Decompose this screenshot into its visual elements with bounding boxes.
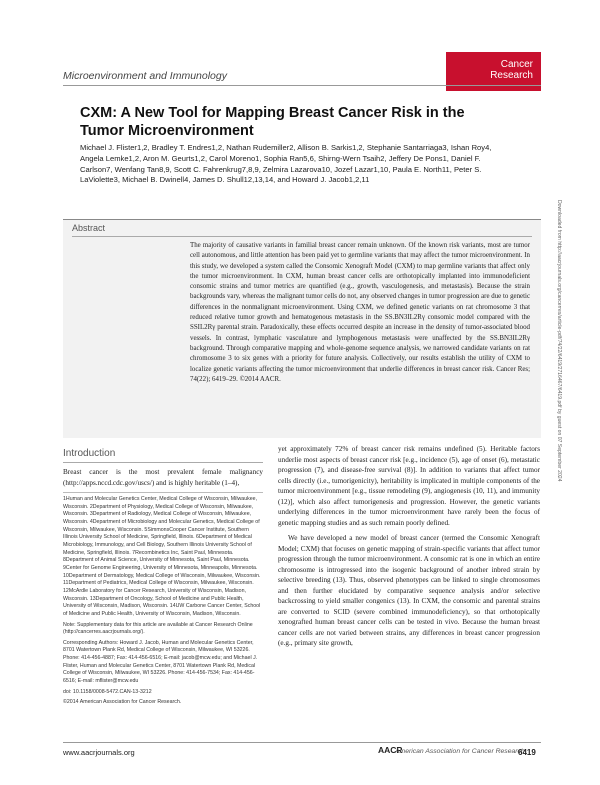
copyright: ©2014 American Association for Cancer Research. [63, 699, 182, 706]
abstract-divider [72, 236, 532, 237]
article-title: CXM: A New Tool for Mapping Breast Cancer Risk in the Tumor Microenvironment [80, 105, 465, 139]
supplementary-note: Note: Supplementary data for this article are available at Cancer Research Online (http://cancerres.aacrjournals.org/). [63, 621, 253, 636]
journal-name-line2: Research [490, 70, 533, 81]
publisher-name: American Association for Cancer Research [395, 748, 525, 755]
download-notice: Downloaded from http://aacrjournals.org/cancerres/article-pdf/74/22/6419/2716467/6419.pdf by guest on 07 September 2024 [556, 200, 562, 482]
corresponding-authors: Corresponding Authors: Howard J. Jacob, Human and Molecular Genetics Center, 8701 Watertown Plank Rd, Medical College of Wisconsin, Milwaukee, WI 53226. Phone: 414-456-4887; Fax: 414-456-6516; E-mail: jacob@mcw.edu; and Michael J. Flister, Human and Molecular Genetics Center, 8701 Watertown Plank Rd, Medical College of Wisconsin, Milwaukee, WI 53226. Phone: 414-456-7534; Fax: 414-456-6516; E-mail: mflister@mcw.edu [63, 639, 258, 685]
abstract-text: The majority of causative variants in familial breast cancer remain unknown. Of the known risk variants, most are tumor cell autonomous, and little attention has been paid yet to germline variants that may affect the tumor microenvironment. In this study, we developed a system called the Consomic Xenograft Model (CXM) to map germline variants that affect only the tumor microenvironment. In CXM, human breast cancer cells are orthotopically implanted into immunodeficient consomic strains and tumor metrics are quantified (e.g., growth, vasculogenesis, and metastasis). Because the strain backgrounds vary, whereas the malignant tumor cells do not, any observed changes in tumor progression are due to genetic differences in the nonmalignant microenvironment. Using CXM, we defined genetic variants on rat chromosome 3 that reduced relative tumor growth and hematogenous metastasis in the SS.BN3IL2Rγ consomic model compared with the SSIL2Rγ parental strain. Paradoxically, these effects occurred despite an increase in the density of tumor-associated blood vessels. In contrast, lymphatic vasculature and lymphogenous metastasis were unaffected by the SS.BN3IL2Rγ background. Through comparative mapping and whole-genome sequence analysis, we narrowed candidate variants on rat chromosome 3 to six genes with a priority for future analysis. Collectively, our results establish the utility of CXM to localize genetic variants affecting the tumor microenvironment that underlie differences in breast cancer risk. Cancer Res; 74(22); 6419–29. ©2014 AACR. [190, 242, 530, 383]
abstract-heading: Abstract [72, 223, 106, 233]
author-list: Michael J. Flister1,2, Bradley T. Endres1,2, Nathan Rudemiller2, Allison B. Sarkis1,2, Stephanie Santarriaga3, Ishan Roy4, Angela Lemke1,2, Aron M. Geurts1,2, Carol Moreno1, Sophia Ran5,6, Shirng-Wern Tsaih2, Jeffery De Pons1, Daniel F. Carlson7, Wenfang Tan8,9, Scott C. Fahrenkrug7,8,9, Zelmira Lazarova10, Jozef Lazar1,10, Paula E. North11, Peter S. LaViolette3, Michael B. Dwinell4, James D. Shull12,13,14, and Howard J. Jacob1,2,11 [80, 143, 492, 185]
footer-url[interactable]: www.aacrjournals.org [63, 748, 135, 757]
doi: doi: 10.1158/0008-5472.CAN-13-3212 [63, 688, 152, 695]
section-divider [63, 85, 541, 86]
download-sidebar [552, 200, 572, 605]
publisher-logo: AACR [378, 745, 403, 755]
intro-paragraph-2: We have developed a new model of breast cancer (termed the Consomic Xenograft Model; CXM) that focuses on genetic mapping of strain-specific variants that affect tumor progression through the tumor microenvironment. A consomic rat is one in which an entire chromosome is introgressed into the isogenic background of another inbred strain by selective breeding (13). Thus, observed phenotypes can be linked to single chromosomes and then further elucidated by comparative sequence analysis and/or selective backcrossing to yield smaller congenics (13). In CXM, the consomic and parental strains are converted to SCID (severe combined immunodeficiency), so that orthotopically xenografted human breast cancer cells can be tested in vivo. Because the human breast cancer cells are not varied between strains, any differences in breast cancer progression (e.g., primary site growth, [278, 534, 540, 647]
affiliations: 1Human and Molecular Genetics Center, Medical College of Wisconsin, Milwaukee, Wisconsin. 2Department of Physiology, Medical College of Wisconsin, Milwaukee, Wisconsin. 3Department of Radiology, Medical College of Wisconsin, Milwaukee, Wisconsin. 4Department of Microbiology and Molecular Genetics, Medical College of Wisconsin, Milwaukee, Wisconsin. 5SimmonsCooper Cancer Institute, Southern Illinois University School of Medicine, Springfield, Illinois. 6Department of Medical Microbiology, Immunology, and Cell Biology, Southern Illinois University School of Medicine, Springfield, Illinois. 7Recombinetics Inc, Saint Paul, Minnesota. 8Department of Animal Science, University of Minnesota, Saint Paul, Minnesota. 9Center for Genome Engineering, University of Minnesota, Minneapolis, Minnesota. 10Department of Dermatology, Medical College of Wisconsin, Milwaukee, Wisconsin. 11Department of Pediatrics, Medical College of Wisconsin, Milwaukee, Wisconsin. 12McArdle Laboratory for Cancer Research, University of Wisconsin, Madison, Wisconsin. 13Department of Oncology, School of Medicine and Public Health, University of Wisconsin, Madison, Wisconsin. 14UW Carbone Cancer Center, School of Medicine and Public Health, University of Wisconsin, Madison, Wisconsin. [63, 496, 261, 617]
introduction-heading: Introduction [63, 448, 116, 459]
introduction-divider [63, 462, 263, 463]
section-label: Microenvironment and Immunology [63, 70, 227, 82]
footer-divider [63, 742, 541, 743]
intro-paragraph-1: yet approximately 72% of breast cancer risk remains undefined (5). Heritable factors underlie most aspects of breast cancer risk [e.g., incidence (5), age of onset (6), metastatic progression (7), and disease-free survival (8)]. In addition to variants that affect tumor cells directly (i.e., tumorigenicity), heritability is implicated in multiple components of the tumor microenvironment [e.g., tissue remodeling (9), angiogenesis (10, 11), and immunity (12)], which also affect tumorigenesis and progression. However, the genetic variants underlying differences in the tumor microenvironment have rarely been the focus of genetic mapping studies and as such remain poorly defined. [278, 445, 540, 527]
introduction-column-1: Breast cancer is the most prevalent female malignancy (http://apps.nccd.cdc.gov/uscs/) and is highly heritable (1–4), [63, 468, 263, 487]
introduction-column-2 [278, 444, 540, 649]
footnotes [63, 496, 263, 710]
footnote-divider [63, 492, 263, 493]
page-number: 6419 [518, 748, 536, 757]
journal-name-line1: Cancer [500, 59, 533, 70]
